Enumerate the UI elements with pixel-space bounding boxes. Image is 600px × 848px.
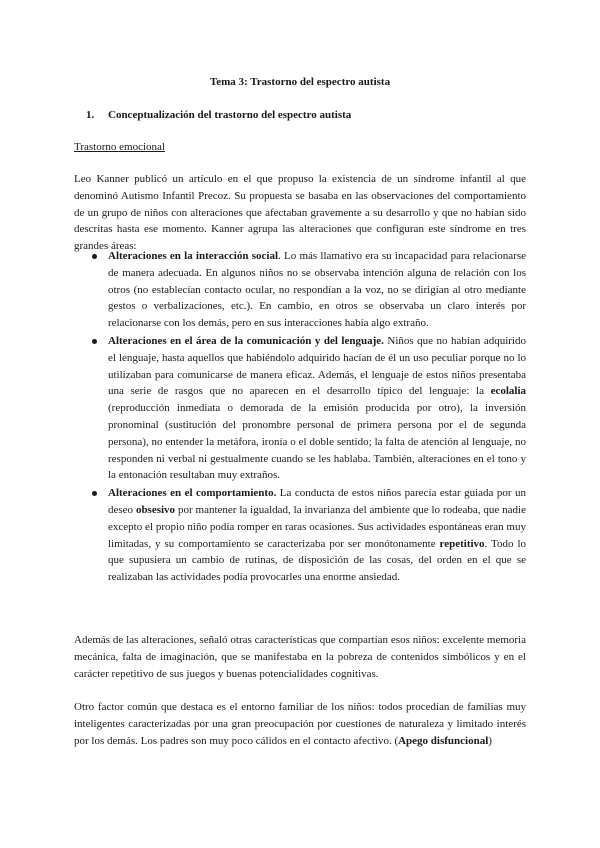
intro-paragraph: Leo Kanner publicó un artículo en el que propuso la existencia de un síndrome infantil al que denominó Autismo Infantil Precoz. Su propuesta se basaba en las observaciones del comportamiento de un grupo de niños con alteraciones que afectaban gravemente a su desarrollo y que no habían sido descritas hasta ese momento. Kanner agrupa las alteraciones que configuran este síndrome en tres grandes áreas: (74, 173, 526, 253)
subheading: Trastorno emocional (74, 141, 165, 153)
bullet-term: repetitivo (439, 537, 485, 550)
document-title: Tema 3: Trastorno del espectro autista (209, 76, 391, 88)
section-heading-text: Conceptualización del trastorno del espectro autista (108, 109, 352, 121)
areas-list (108, 248, 526, 587)
list-item (108, 485, 526, 586)
bullet-text: (reproducción inmediata o demorada de la emisión producida por otro), la inversión pronominal (sustitución del pronombre personal de primera persona por el de segunda persona), no entender la metáfora, ironía o el doble sentido; la falta de atención al lenguaje, no responden ni verbal ni gestualmente cuando se les hablaba. También, alteraciones en el tono y la entonación resultaban muy extraños. (108, 402, 526, 482)
family-text: Otro factor común que destaca es el entorno familiar de los niños: todos procedían de familias muy inteligentes caracterizadas por una gran preocupación por cuestiones de naturaleza y limitado interés por los demás. Los padres son muy poco cálidos en el contacto afectivo. ( (74, 701, 526, 747)
characteristics-paragraph: Además de las alteraciones, señaló otras características que compartían esos niños: excelente memoria mecánica, falta de imaginación, que se manifestaba en la pobreza de contenidos simbólicos y en el carácter repetitivo de sus juegos y buenas potencialidades cognitivas. (74, 634, 526, 680)
bullet-label: Alteraciones en la interacción social (108, 250, 278, 262)
bullet-icon (92, 254, 97, 259)
bullet-text: Niños que no habían adquirido el lenguaje, hasta aquellos que habiéndolo adquirido hacían de él un uso peculiar porque no lo utilizaban para comunicarse de manera eficaz. Además, el lenguaje de estos niños presentaba una serie de rasgos que no aparecen en el desarrollo típico del lenguaje: la (108, 334, 526, 398)
family-term: Apego disfuncional (398, 734, 489, 747)
bullet-text: por mantener la igualdad, la invarianza del ambiente que lo rodeaba, que nadie excepto el propio niño podía romper en raras ocasiones. Sus actividades espontáneas eran muy limitadas, y su comportamiento se caracterizaba por ser monótonamente (108, 503, 526, 550)
list-item (108, 248, 526, 332)
family-close: ) (488, 734, 492, 747)
bullet-label: Alteraciones en el área de la comunicación y del lenguaje. (108, 334, 384, 347)
family-paragraph (74, 699, 526, 749)
list-item (108, 333, 526, 484)
bullet-text: La conducta de estos niños parecía estar guiada por un deseo (108, 487, 526, 516)
bullet-text: . Todo lo que supusiera un cambio de rutinas, de disposición de las cosas, del orden en el que se realizaban las actividades podía provocarles una enorme ansiedad. (108, 537, 527, 584)
section-number: 1. (86, 109, 95, 121)
section-heading (86, 107, 526, 124)
bullet-label: Alteraciones en el comportamiento. (108, 487, 277, 500)
bullet-icon (92, 339, 97, 344)
bullet-term: obsesivo (135, 503, 176, 516)
bullet-term: ecolalia (490, 385, 526, 398)
bullet-icon (92, 491, 97, 496)
bullet-text: . Lo más llamativo era su incapacidad para relacionarse de manera adecuada. En algunos niños no se observaba intención alguna de relación con los otros (no establecían contacto ocular, no respondían a la voz, no se dirigían al otro mediante gestos o verbalizaciones, etc.). En cambio, en otros se observaba un claro interés por relacionarse con los demás, pero en sus interacciones había algo extraño. (108, 250, 526, 330)
